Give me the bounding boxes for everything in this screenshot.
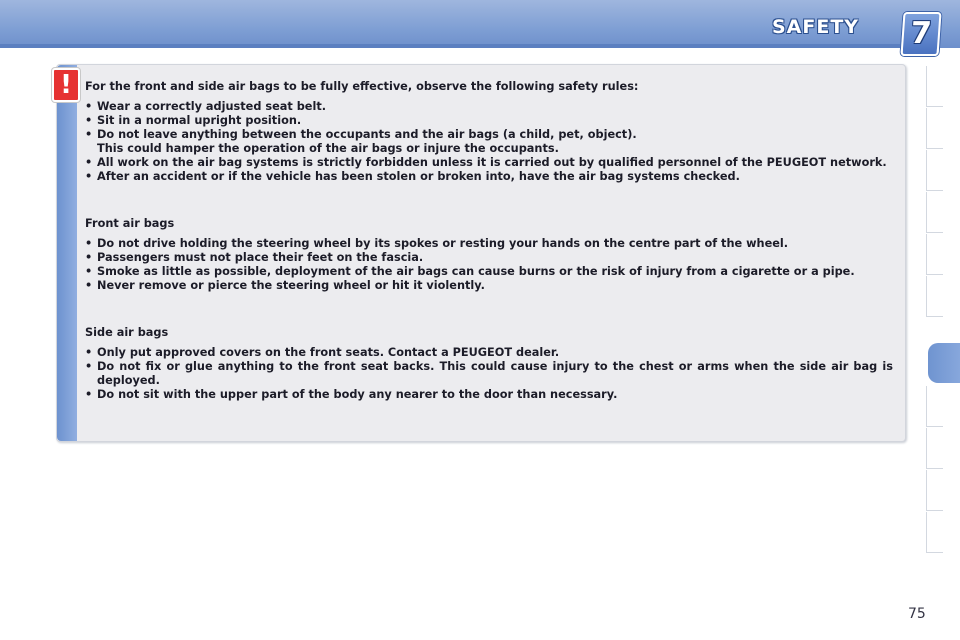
side-tab [926,66,943,107]
list-item: • After an accident or if the vehicle has been stolen or broken into, have the air bag systems checked. [85,170,893,184]
warning-exclamation: ! [60,70,72,100]
chapter-title: SAFETY [772,16,860,38]
side-tab [926,108,943,149]
list-item: • Smoke as little as possible, deployment of the air bags can cause burns or the risk of injury from a cigarette or a pipe. [85,265,893,279]
list-item: • Sit in a normal upright position. [85,114,893,128]
page-number: 75 [908,606,926,622]
general-rules-list-cont [85,156,893,184]
list-item: • Do not fix or glue anything to the front seat backs. This could cause injury to the chest or arms when the side air bag is deployed. [85,360,893,388]
panel-accent-bar [57,65,77,441]
warning-icon [52,68,80,102]
side-tab-active [928,343,960,383]
side-rules-list [85,346,893,402]
side-tab [926,276,943,317]
side-tab [926,470,943,511]
side-tab [926,150,943,191]
side-heading: Side air bags [85,326,169,339]
chapter-number: 7 [909,16,933,51]
general-rules-list [85,100,893,142]
side-tab [926,192,943,233]
front-rules-list [85,237,893,293]
list-item: • Wear a correctly adjusted seat belt. [85,100,893,114]
chapter-header [0,0,960,51]
side-tab [926,234,943,275]
list-item: • Do not sit with the upper part of the body any nearer to the door than necessary. [85,388,893,402]
chapter-side-tabs [926,66,960,576]
list-item: • All work on the air bag systems is strictly forbidden unless it is carried out by qualified personnel of the PEUGEOT network. [85,156,893,170]
safety-text [85,80,893,402]
general-note: This could hamper the operation of the air bags or injure the occupants. [97,142,559,155]
list-item: • Do not drive holding the steering wheel by its spokes or resting your hands on the centre part of the wheel. [85,237,893,251]
side-tab [926,428,943,469]
list-item: • Do not leave anything between the occupants and the air bags (a child, pet, object). [85,128,893,142]
list-item: • Passengers must not place their feet on the fascia. [85,251,893,265]
header-stripe [0,44,900,48]
side-tab [926,386,943,427]
front-heading: Front air bags [85,217,175,230]
list-item: • Only put approved covers on the front seats. Contact a PEUGEOT dealer. [85,346,893,360]
side-tab [926,512,943,553]
general-heading: For the front and side air bags to be fully effective, observe the following safety rules: [85,80,639,93]
chapter-number-badge [900,12,941,56]
list-item: • Never remove or pierce the steering wheel or hit it violently. [85,279,893,293]
